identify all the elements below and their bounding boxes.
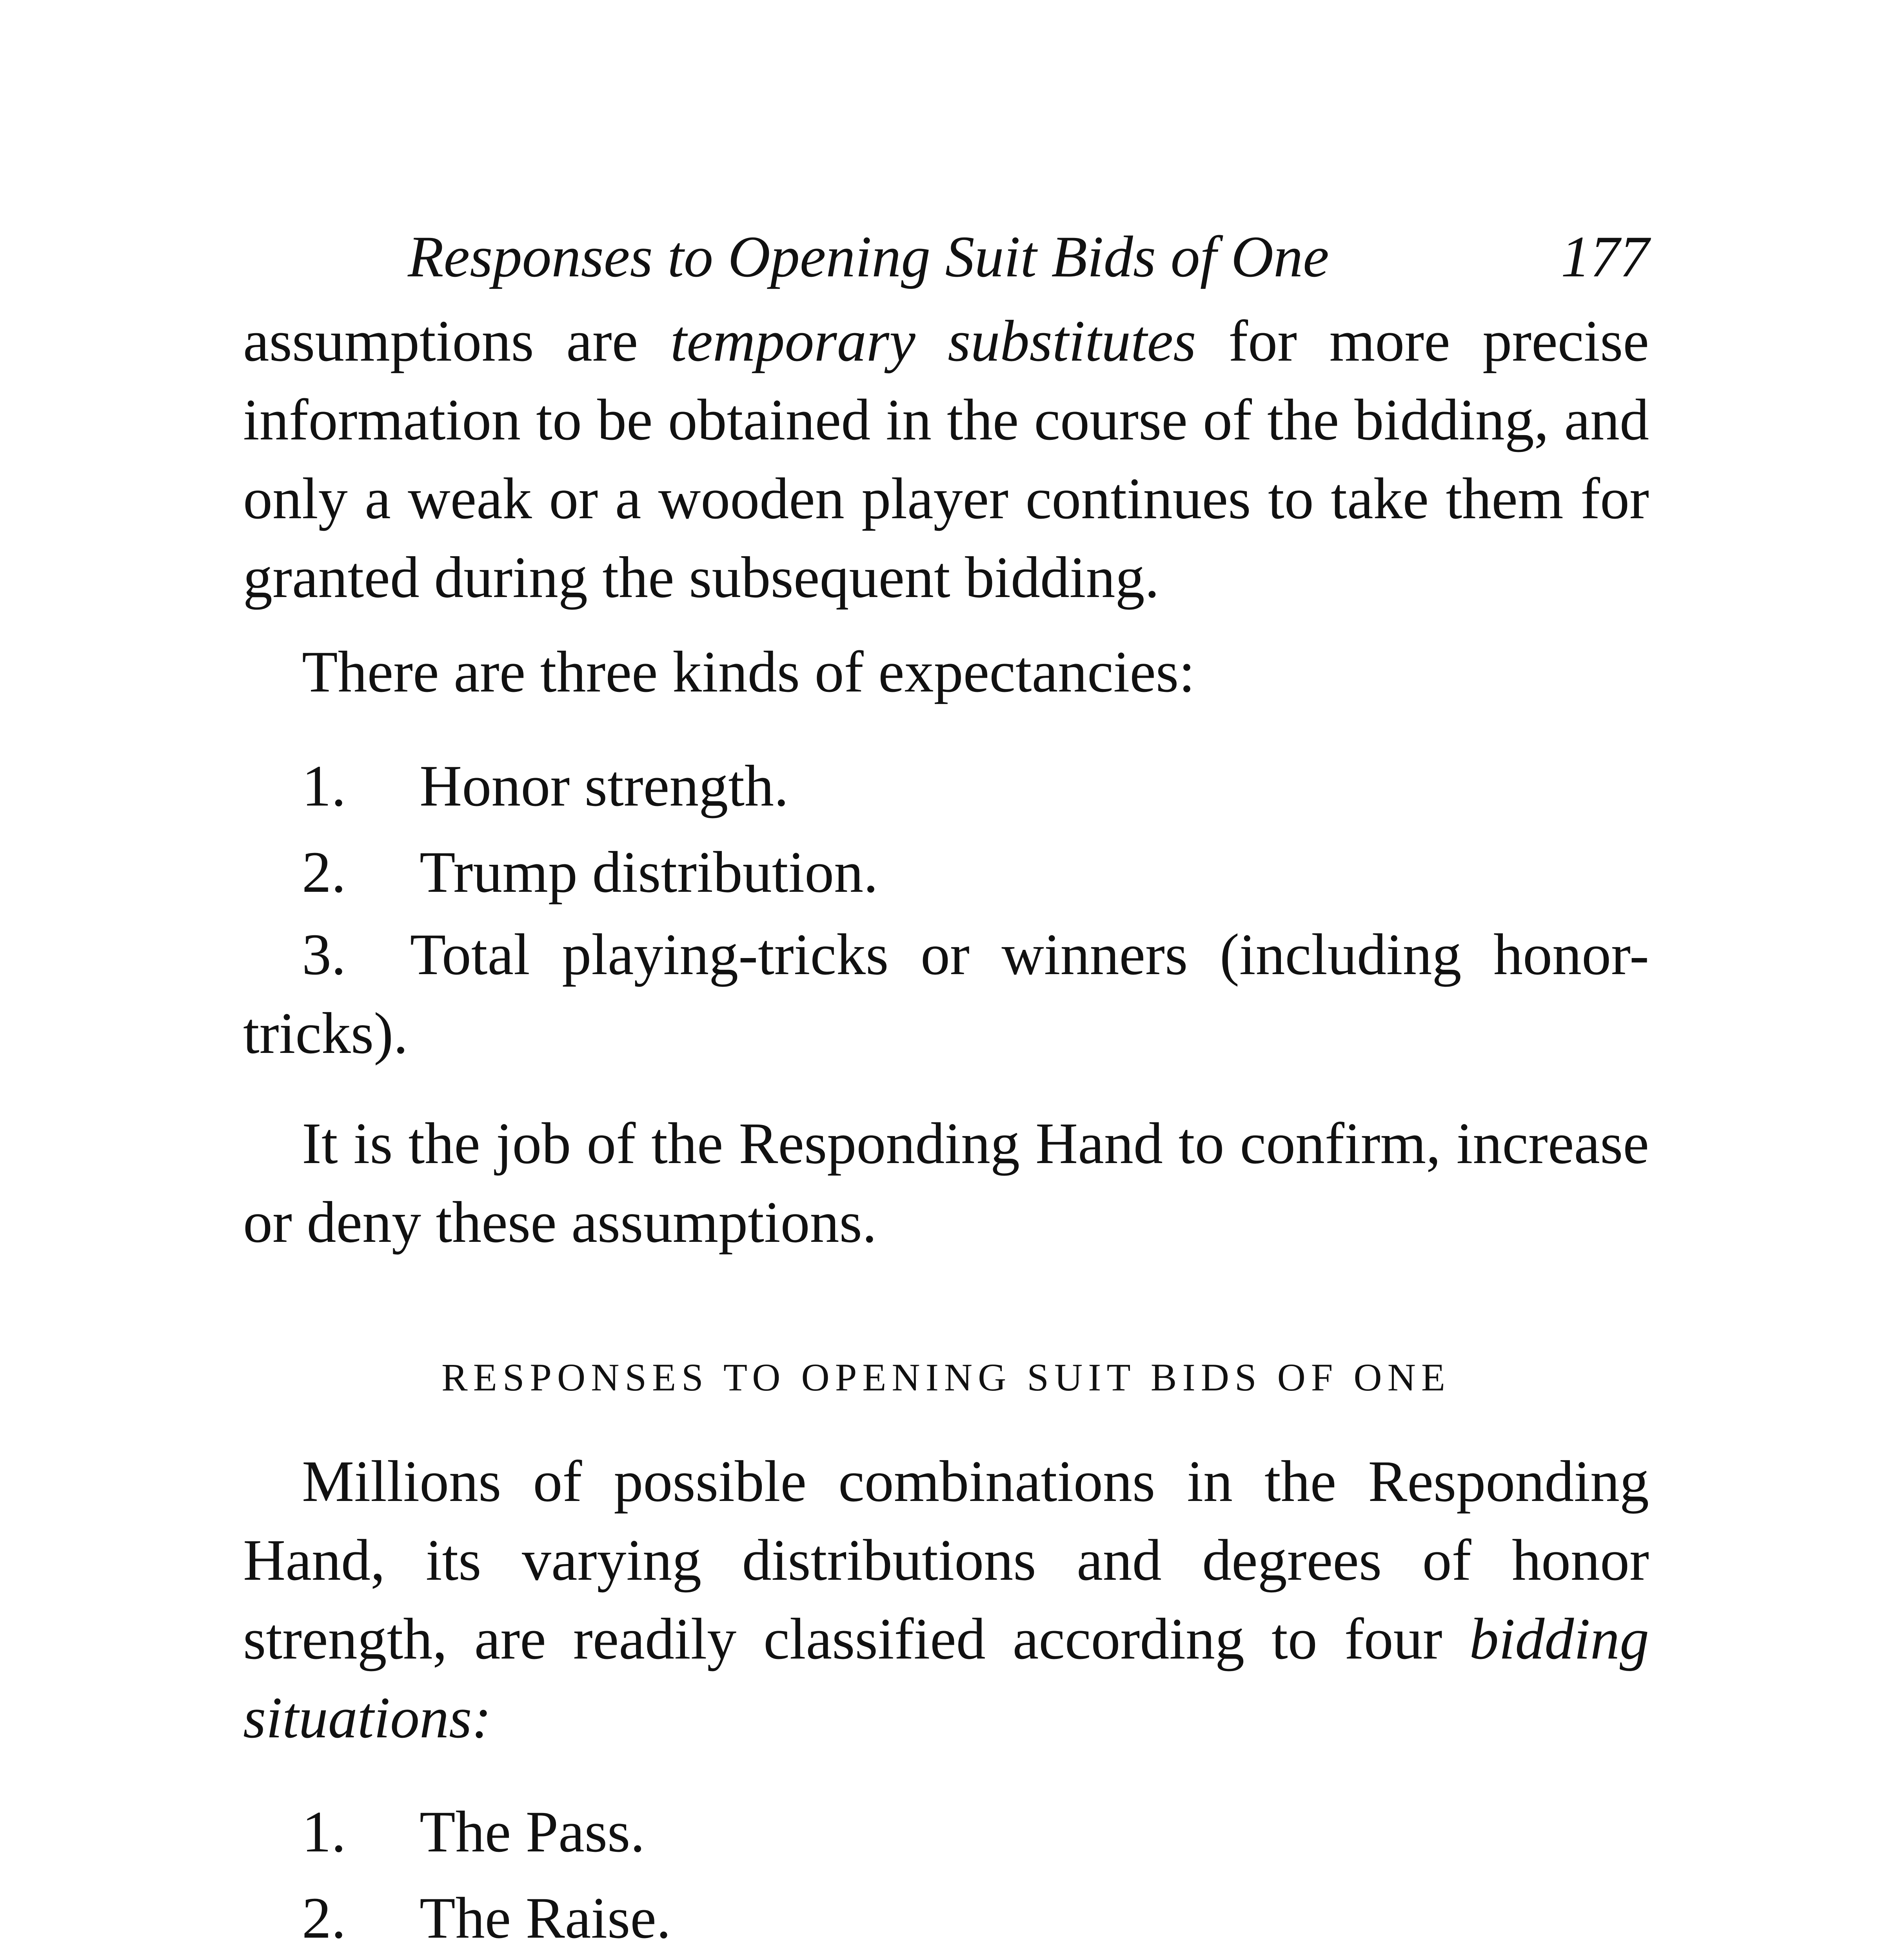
list-item-number: 1. bbox=[302, 753, 346, 818]
list-item-text: Total playing-tricks or winners (including honor-tricks). bbox=[243, 922, 1649, 1066]
emphasis-temporary-substitutes: temporary substitutes bbox=[670, 309, 1196, 374]
bidding-situations-list bbox=[243, 1789, 1649, 1960]
list-item bbox=[243, 1789, 1649, 1875]
running-head-title: Responses to Opening Suit Bids of One bbox=[408, 224, 1329, 289]
paragraph-expectancies-intro: There are three kinds of expectancies: bbox=[302, 639, 1195, 704]
list-item-number: 2. bbox=[302, 840, 346, 905]
paragraph-text: assumptions are bbox=[243, 309, 670, 374]
list-item bbox=[243, 915, 1649, 1073]
list-item bbox=[243, 743, 1649, 829]
section-heading: RESPONSES TO OPENING SUIT BIDS OF ONE bbox=[441, 1356, 1451, 1399]
list-item-text: The Raise. bbox=[420, 1886, 671, 1951]
emphasis-bidding-situations: bidding situations: bbox=[243, 1606, 1649, 1750]
list-item-number: 2. bbox=[302, 1886, 346, 1951]
list-item-text: Trump distribution. bbox=[420, 840, 878, 905]
paragraph-assumptions bbox=[243, 302, 1649, 617]
running-head bbox=[243, 220, 1649, 294]
list-item bbox=[243, 829, 1649, 915]
paragraph-text: Millions of possible combinations in the Responding Hand, its varying distributions and degrees of honor strength, are readily classified according to four bbox=[243, 1449, 1649, 1671]
list-item-number: 1. bbox=[302, 1799, 346, 1864]
list-item bbox=[243, 1875, 1649, 1960]
list-item-number: 3. bbox=[302, 922, 346, 987]
paragraph-bidding-situations bbox=[243, 1442, 1649, 1757]
list-item-text: Honor strength. bbox=[420, 753, 789, 818]
paragraph-responding-hand-job: It is the job of the Responding Hand to confirm, increase or deny these assumptions. bbox=[243, 1111, 1649, 1255]
page-number: 177 bbox=[1561, 224, 1649, 289]
list-item-text: The Pass. bbox=[420, 1799, 645, 1864]
paragraph-text: for more precise information to be obtained in the course of the bidding, and only a weak or a wooden player continues to take them for granted during the subsequent bidding. bbox=[243, 309, 1649, 610]
expectancies-list bbox=[243, 743, 1649, 915]
